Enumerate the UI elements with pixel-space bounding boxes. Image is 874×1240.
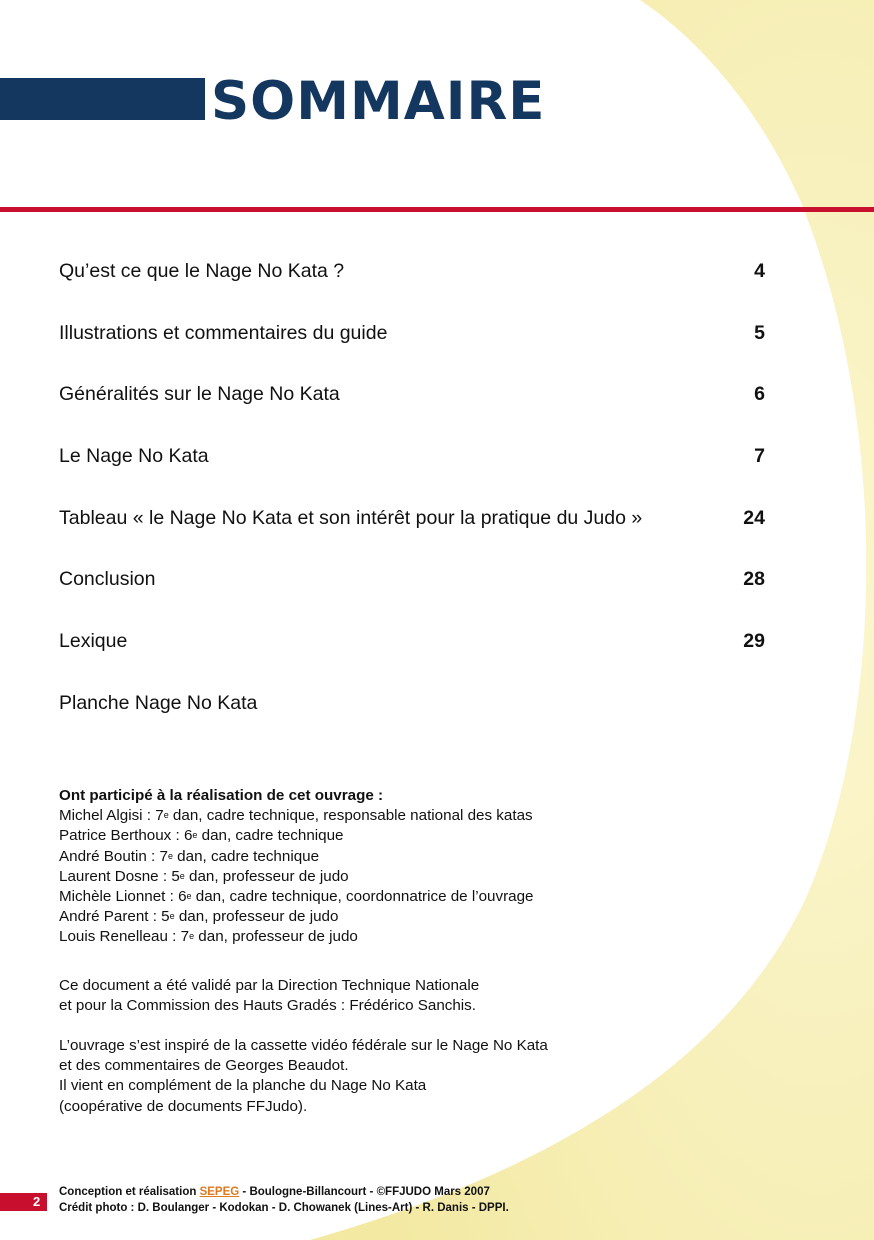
toc-entry-label: Illustrations et commentaires du guide: [59, 321, 388, 344]
paragraph-line: (coopérative de documents FFJudo).: [59, 1097, 308, 1115]
footer-suffix: - Boulogne-Billancourt - ©FFJUDO Mars 2007: [239, 1186, 490, 1198]
toc-entry-label: Lexique: [59, 630, 128, 653]
toc-entry-label: Tableau « le Nage No Kata et son intérêt pour la pratique du Judo »: [59, 506, 643, 529]
credit-rank-suffix: e: [169, 911, 175, 922]
credit-name: Laurent Dosne: [59, 867, 159, 885]
page-number: 2: [33, 1194, 41, 1209]
credit-name: Michel Algisi: [59, 807, 143, 825]
credit-rank-suffix: e: [186, 891, 192, 902]
credit-line: André Boutin : 7e dan, cadre technique: [59, 847, 320, 865]
toc-entry-page: 5: [754, 321, 765, 344]
footer-line-production: [59, 1185, 509, 1201]
credit-description: dan, cadre technique, responsable national des katas: [168, 807, 533, 825]
toc-entry-page: 28: [743, 568, 765, 591]
credits-section: [59, 786, 679, 948]
toc-entry[interactable]: [59, 690, 765, 752]
credit-name: André Boutin: [59, 847, 147, 865]
footer-credits: [59, 1185, 509, 1216]
credit-rank: 7: [180, 928, 190, 946]
credit-rank: 6: [178, 888, 187, 906]
credit-name: Patrice Berthoux: [59, 827, 172, 845]
toc-entry-page: 24: [743, 506, 765, 529]
credit-description: dan, professeur de judo: [174, 908, 339, 926]
credit-line: Louis Renelleau : 7e dan, professeur de judo: [59, 928, 358, 946]
credit-description: dan, cadre technique: [172, 847, 320, 865]
footer-prefix: Conception et réalisation: [59, 1186, 200, 1198]
header-accent-bar: [0, 78, 205, 120]
toc-entry[interactable]: [59, 566, 765, 628]
toc-entry-label: Conclusion: [59, 568, 156, 591]
toc-entry[interactable]: [59, 258, 765, 320]
toc-entry-page: 7: [754, 445, 765, 468]
validation-paragraph: [59, 976, 679, 1016]
toc-entry[interactable]: [59, 628, 765, 690]
credit-line: Patrice Berthoux : 6e dan, cadre technique: [59, 827, 344, 845]
credit-description: dan, professeur de judo: [194, 928, 358, 946]
paragraph-line: Ce document a été validé par la Direction Technique Nationale: [59, 977, 480, 994]
credit-rank-suffix: e: [179, 870, 185, 881]
credits-title: Ont participé à la réalisation de cet ouvrage :: [59, 787, 384, 804]
toc-entry-page: 29: [743, 630, 765, 653]
credit-rank-suffix: e: [189, 931, 195, 942]
credit-rank-suffix: e: [192, 830, 198, 841]
credit-line: Laurent Dosne : 5e dan, professeur de judo: [59, 867, 349, 885]
credit-rank: 5: [161, 908, 170, 926]
toc-entry[interactable]: [59, 505, 765, 567]
toc-entry[interactable]: [59, 320, 765, 382]
credit-line: Michèle Lionnet : 6e dan, cadre technique, coordonnatrice de l’ouvrage: [59, 888, 534, 906]
header-divider: [0, 207, 874, 212]
paragraph-line: L’ouvrage s’est inspiré de la cassette vidéo fédérale sur le Nage No Kata: [59, 1037, 548, 1054]
credit-rank: 5: [171, 867, 180, 885]
credit-name: André Parent: [59, 908, 149, 926]
credit-name: Michèle Lionnet: [59, 888, 166, 906]
credit-rank: 7: [159, 847, 168, 865]
credit-rank-suffix: e: [163, 810, 169, 821]
sepeg-link[interactable]: SEPEG: [199, 1186, 240, 1198]
toc-entry-label: Qu’est ce que le Nage No Kata ?: [59, 260, 345, 282]
credit-rank: 7: [155, 807, 164, 825]
toc-entry-page: 4: [754, 260, 765, 282]
toc-entry[interactable]: [59, 381, 765, 443]
credit-rank: 6: [183, 827, 193, 845]
credit-description: dan, professeur de judo: [184, 867, 349, 885]
toc-entry-label: Généralités sur le Nage No Kata: [59, 383, 340, 406]
credit-line: Michel Algisi : 7e dan, cadre technique, responsable national des katas: [59, 807, 533, 825]
toc-entry-label: Le Nage No Kata: [59, 445, 209, 468]
paragraph-line: et des commentaires de Georges Beaudot.: [59, 1057, 349, 1075]
table-of-contents: [59, 258, 765, 752]
footer-line-photo-credit: Crédit photo : D. Boulanger - Kodokan - D. Chowanek (Lines-Art) - R. Danis - DPPI.: [59, 1201, 509, 1214]
page-title: SOMMAIRE: [211, 71, 546, 132]
credit-description: dan, cadre technique, coordonnatrice de l’ouvrage: [191, 888, 534, 906]
credit-description: dan, cadre technique: [197, 827, 344, 845]
paragraph-line: Il vient en complément de la planche du Nage No Kata: [59, 1077, 427, 1095]
credit-rank-suffix: e: [167, 850, 173, 861]
toc-entry[interactable]: [59, 443, 765, 505]
inspiration-paragraph: [59, 1036, 679, 1117]
toc-entry-page: 6: [754, 383, 765, 406]
credit-name: Louis Renelleau: [59, 928, 168, 946]
toc-entry-label: Planche Nage No Kata: [59, 691, 258, 714]
paragraph-line: et pour la Commission des Hauts Gradés : Frédérico Sanchis.: [59, 997, 476, 1015]
credit-line: André Parent : 5e dan, professeur de judo: [59, 908, 339, 926]
